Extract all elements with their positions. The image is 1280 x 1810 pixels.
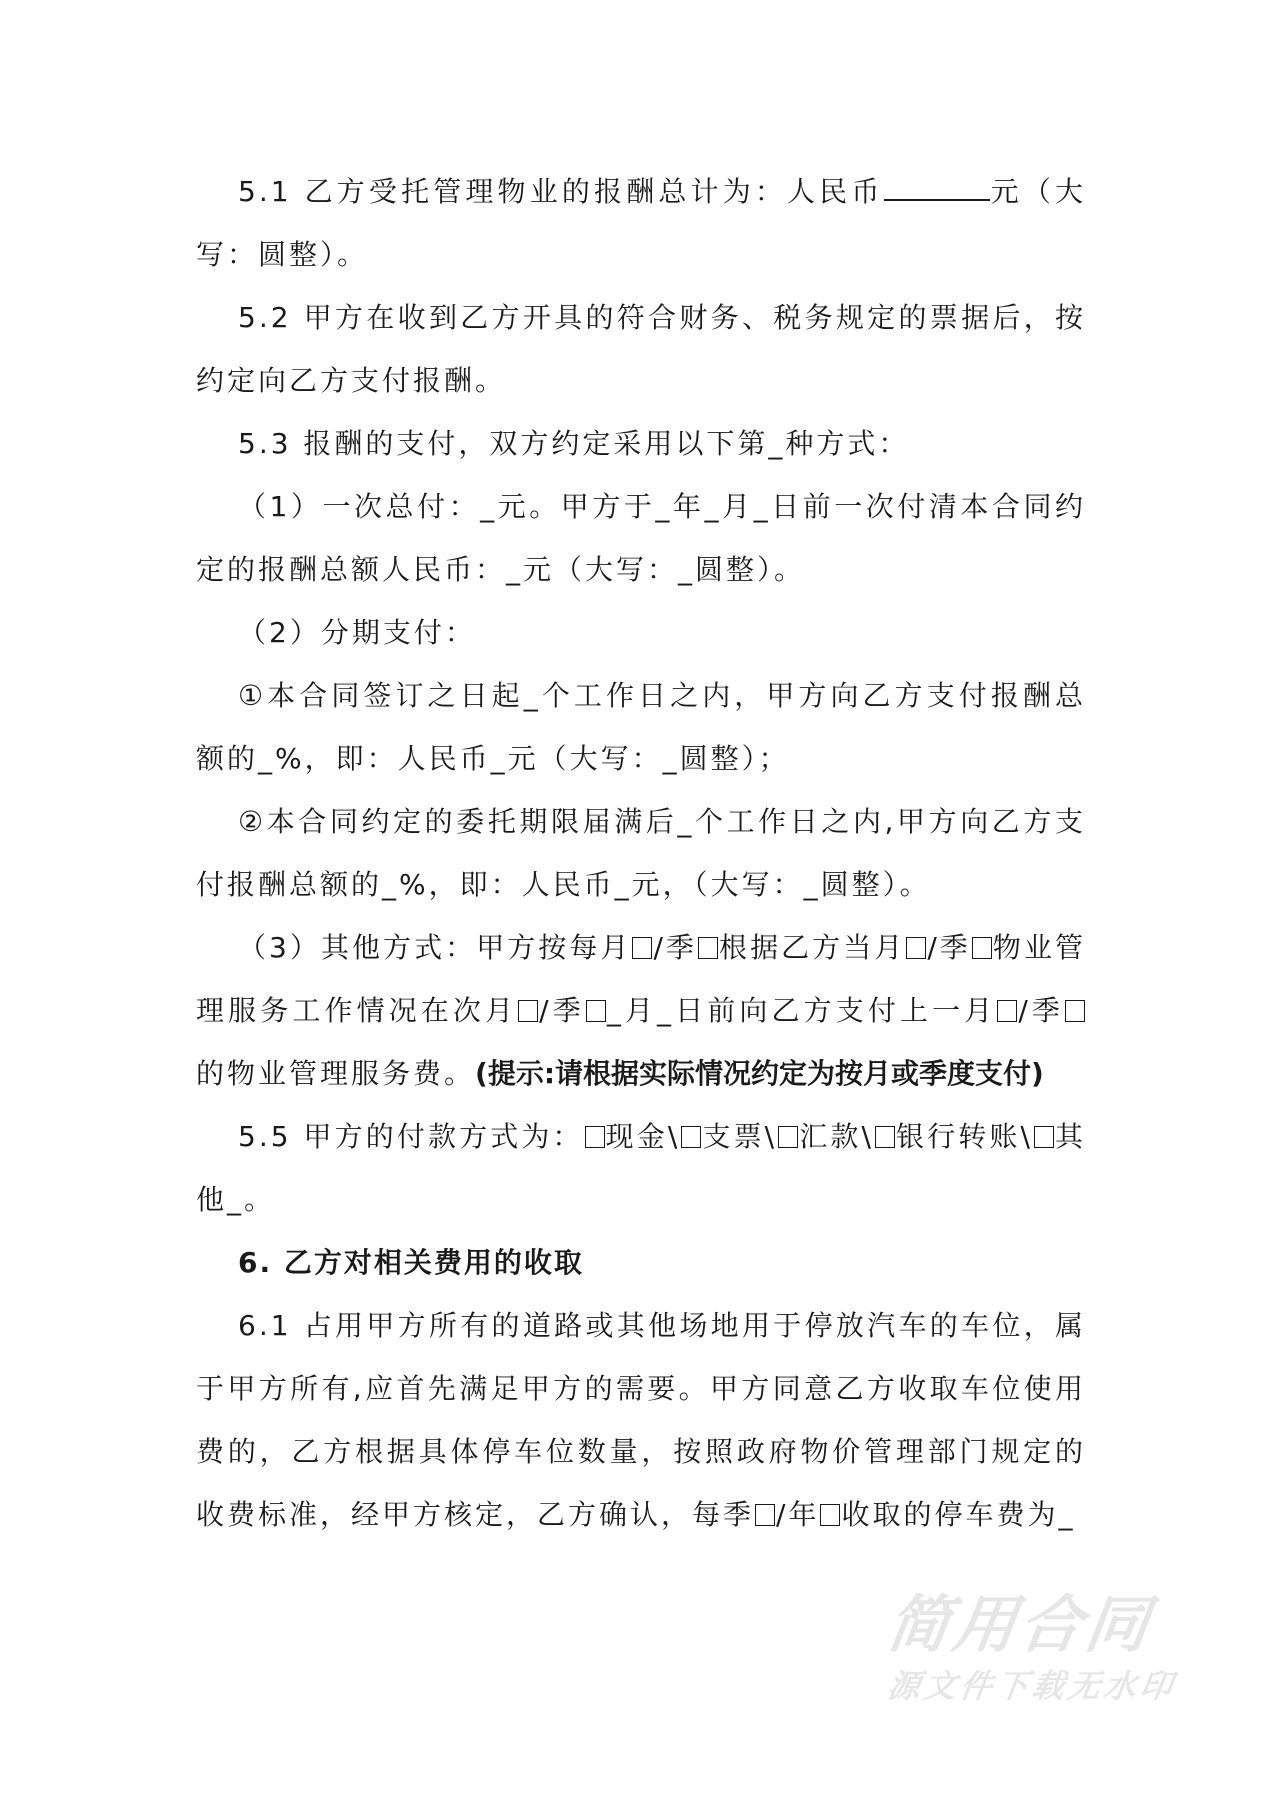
text-segment: （3）其他方式：甲方按每月 [238,931,632,964]
clause-5-5 [196,1105,1086,1231]
text-segment: /年 [776,1498,820,1531]
text-segment: 的物业管理服务费。 [196,1057,476,1090]
option-other-label: 其他_。 [196,1120,1087,1216]
checkbox-quarterly[interactable] [972,937,992,959]
watermark [882,1588,1218,1710]
checkbox-quarterly[interactable] [698,937,718,959]
checkbox-quarterly[interactable] [1065,1000,1085,1022]
text-segment: 5.5 甲方的付款方式为： [238,1120,584,1153]
clause-5-3: 5.3 报酬的支付，双方约定采用以下第_种方式： [238,427,910,460]
clause-5-3-option-2-a: ①本合同签订之日起_个工作日之内，甲方向乙方支付报酬总额的_%，即：人民币_元（大写：_圆整）； [196,679,1086,775]
clause-6-1 [196,1294,1086,1546]
clause-5-1-text: 5.1 乙方受托管理物业的报酬总计为：人民币 [238,175,884,208]
checkbox-yearly[interactable] [820,1504,840,1526]
checkbox-monthly[interactable] [632,937,652,959]
clause-5-3-option-2: （2）分期支付： [238,616,476,649]
clause-5-1 [196,160,1086,286]
checkbox-monthly[interactable] [997,1000,1017,1022]
checkbox-cash[interactable] [585,1126,605,1148]
checkbox-remittance[interactable] [778,1126,798,1148]
text-segment: 根据乙方当月 [718,931,906,964]
clause-5-1-text-end: 元（大写：圆整）。 [196,175,1086,271]
text-segment: 6.1 占用甲方所有的道路或其他场地用于停放汽车的车位，属于甲方所有,应首先满足甲方的需要。甲方同意乙方收取车位使用费的，乙方根据具体停车位数量，按照政府物价管理部门规定的收费标准，经甲方核定，乙方确认，每季 [196,1309,1086,1531]
section-6-heading: 6. 乙方对相关费用的收取 [238,1246,584,1279]
text-segment: /季 [1018,994,1064,1027]
option-cash-label: 现金\ [605,1120,681,1153]
text-segment: _月_日前向乙方支付上一月 [606,994,997,1027]
clause-5-3-option-3 [196,916,1086,1105]
checkbox-quarterly[interactable] [586,1000,606,1022]
option-remittance-label: 汇款\ [799,1120,874,1153]
clause-5-2: 5.2 甲方在收到乙方开具的符合财务、税务规定的票据后，按约定向乙方支付报酬。 [196,301,1086,397]
checkbox-monthly[interactable] [906,937,926,959]
document-page [196,160,1086,1546]
option-check-label: 支票\ [702,1120,778,1153]
checkbox-bank-transfer[interactable] [875,1126,895,1148]
checkbox-other[interactable] [1034,1126,1054,1148]
text-segment: /季 [539,994,585,1027]
checkbox-quarterly[interactable] [755,1504,775,1526]
hint-note: (提示:请根据实际情况约定为按月或季度支付) [475,1057,1044,1090]
amount-blank [884,175,990,201]
clause-5-3-option-2-b: ②本合同约定的委托期限届满后_个工作日之内,甲方向乙方支付报酬总额的_%，即：人民币_元，（大写：_圆整）。 [196,805,1086,901]
checkbox-monthly[interactable] [518,1000,538,1022]
text-segment: /季 [653,931,697,964]
text-segment: 物业管理服务工作情况在次月 [196,931,1086,1027]
option-bank-transfer-label: 银行转账\ [895,1120,1033,1153]
text-segment: 收取的停车费为_ [841,1498,1076,1531]
text-segment: /季 [927,931,971,964]
clause-5-3-option-1: （1）一次总付：_元。甲方于_年_月_日前一次付清本合同约定的报酬总额人民币：_元（大写：_圆整）。 [196,490,1086,586]
checkbox-check[interactable] [681,1126,701,1148]
watermark-subtitle: 源文件下载无水印 [885,1667,1179,1705]
watermark-title: 简用合同 [882,1588,1158,1661]
